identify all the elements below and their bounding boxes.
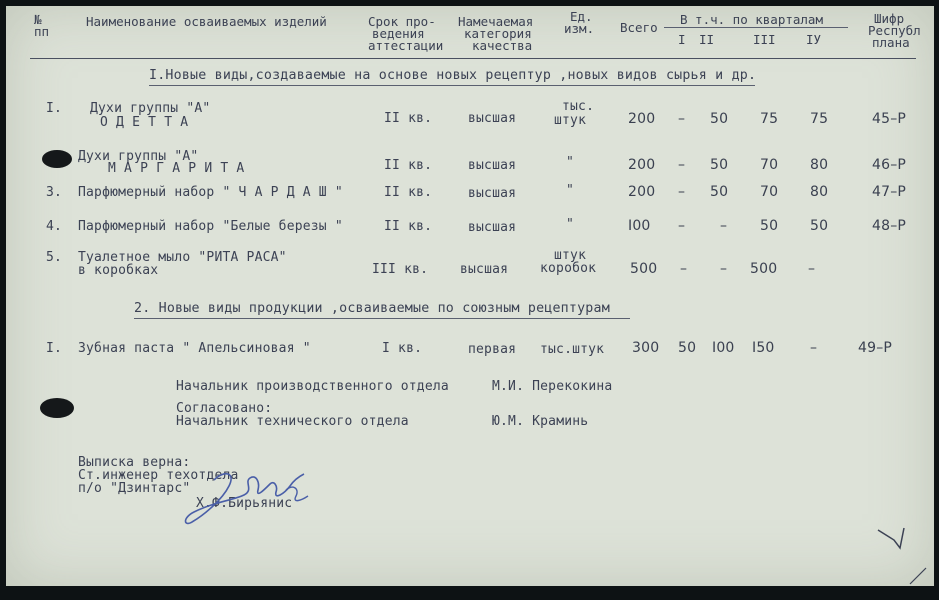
header-col-term: Срок про- ведения аттестации — [368, 14, 444, 53]
hole-blot-icon — [42, 150, 72, 168]
header-col-unit: Ед. изм. — [564, 9, 595, 36]
row-quality: высшая — [468, 111, 517, 126]
row-unit: " — [566, 217, 575, 232]
row-q4: 80 — [810, 157, 829, 173]
check-mark-icon — [876, 526, 906, 550]
header-quarter-1: I — [678, 32, 686, 47]
header-quarters-rule — [664, 27, 848, 28]
header-col-no: № пп — [34, 12, 50, 39]
header-quarter-2: II — [699, 32, 715, 47]
row-total: 200 — [628, 157, 656, 173]
handwritten-signature — [174, 460, 324, 540]
row-q1: – — [678, 218, 686, 234]
row-unit: " — [566, 183, 575, 198]
section1-title: I.Новые виды,создаваемые на основе новых рецептур ,новых видов сырья и др. — [149, 68, 757, 83]
row-total: 500 — [630, 261, 658, 277]
row-quality: высшая — [468, 220, 517, 235]
row-total: 200 — [628, 111, 656, 127]
row-unit: тыс.штук — [540, 342, 605, 357]
row-number: 4. — [46, 219, 63, 234]
row-quality: высшая — [468, 158, 517, 173]
header-col-code: Шифр Республ плана — [868, 11, 921, 50]
header-bottom-rule — [30, 58, 916, 59]
header-quarter-3: III — [753, 32, 776, 47]
header-col-quality: Намечаемая категория качества — [458, 14, 534, 53]
row-q3: 70 — [760, 184, 779, 200]
row-q4: – — [810, 340, 818, 356]
row-q1: – — [678, 111, 686, 127]
row-number: I. — [46, 341, 63, 356]
row-q3: 70 — [760, 157, 779, 173]
row-q1: – — [678, 184, 686, 200]
row-name-line2: О Д Е Т Т А — [100, 115, 189, 130]
row-term: I кв. — [382, 341, 423, 356]
row-unit-line2: коробок — [540, 261, 597, 276]
header-quarter-4: IУ — [806, 32, 822, 47]
row-number: I. — [46, 101, 63, 116]
row-name: Парфюмерный набор "Белые березы " — [78, 219, 343, 234]
row-code: 46–Р — [872, 157, 907, 173]
signature-name-2: Ю.М. Краминь — [492, 414, 589, 429]
row-q1: – — [680, 261, 688, 277]
extract-line-4: Х.Ф.Бирьянис — [196, 496, 293, 511]
section2-title: 2. Новые виды продукции ,осваиваемые по союзным рецептурам — [134, 301, 610, 316]
row-name-line2: М А Р Г А Р И Т А — [108, 161, 245, 176]
extract-line-2: Ст.инженер техотдела — [78, 468, 239, 483]
row-unit-line2: штук — [554, 113, 587, 128]
extract-line-3: п/о "Дзинтарс" — [78, 481, 191, 496]
row-name: Духи группы "А" — [78, 149, 199, 164]
header-col-total: Всего — [620, 20, 658, 35]
row-q2: – — [720, 218, 728, 234]
row-term: III кв. — [372, 262, 429, 277]
row-number: 3. — [46, 185, 63, 200]
row-q3: 50 — [760, 218, 779, 234]
header-quarters-title: В т.ч. по кварталам — [680, 12, 823, 27]
row-code: 45–Р — [872, 111, 907, 127]
row-name: Парфюмерный набор " Ч А Р Д А Ш " — [78, 185, 343, 200]
row-code: 48–Р — [872, 218, 907, 234]
row-term: II кв. — [384, 219, 433, 234]
document-page — [6, 6, 934, 586]
row-q4: 50 — [810, 218, 829, 234]
row-code: 49–Р — [858, 340, 893, 356]
row-name: Туалетное мыло "РИТА РАСА" — [78, 250, 287, 265]
row-q3: 500 — [750, 261, 778, 277]
signature-role-1: Начальник производственного отдела — [176, 379, 449, 394]
row-q4: 75 — [810, 111, 829, 127]
row-total: 200 — [628, 184, 656, 200]
row-quality: высшая — [460, 262, 509, 277]
row-q2: I00 — [712, 340, 735, 356]
row-total: I00 — [628, 218, 651, 234]
signature-name-1: М.И. Перекокина — [492, 379, 613, 394]
row-quality: высшая — [468, 186, 517, 201]
row-term: II кв. — [384, 111, 433, 126]
row-q3: I50 — [752, 340, 775, 356]
row-q1: 50 — [678, 340, 697, 356]
row-q4: – — [808, 261, 816, 277]
hole-blot-icon — [40, 398, 74, 418]
row-q1: – — [678, 157, 686, 173]
row-q2: 50 — [710, 157, 729, 173]
row-number: 5. — [46, 250, 63, 265]
row-term: II кв. — [384, 158, 433, 173]
extract-line-1: Выписка верна: — [78, 455, 191, 470]
row-q4: 80 — [810, 184, 829, 200]
agreed-label: Согласовано: — [176, 401, 273, 416]
row-name-line2: в коробках — [78, 263, 159, 278]
row-q3: 75 — [760, 111, 779, 127]
row-code: 47–Р — [872, 184, 907, 200]
row-q2: 50 — [710, 111, 729, 127]
row-q2: – — [720, 261, 728, 277]
row-unit: " — [566, 155, 575, 170]
row-unit: штук — [554, 248, 587, 263]
row-name: Духи группы "А" — [90, 101, 211, 116]
header-col-name: Наименование осваиваемых изделий — [86, 14, 327, 29]
section1-underline — [149, 85, 755, 86]
row-term: II кв. — [384, 185, 433, 200]
corner-mark-icon — [908, 566, 928, 586]
section2-underline — [134, 318, 630, 319]
row-unit: тыс. — [562, 99, 595, 114]
row-name: Зубная паста " Апельсиновая " — [78, 341, 311, 356]
signature-role-2: Начальник технического отдела — [176, 414, 409, 429]
row-quality: первая — [468, 342, 517, 357]
row-total: 300 — [632, 340, 660, 356]
row-q2: 50 — [710, 184, 729, 200]
